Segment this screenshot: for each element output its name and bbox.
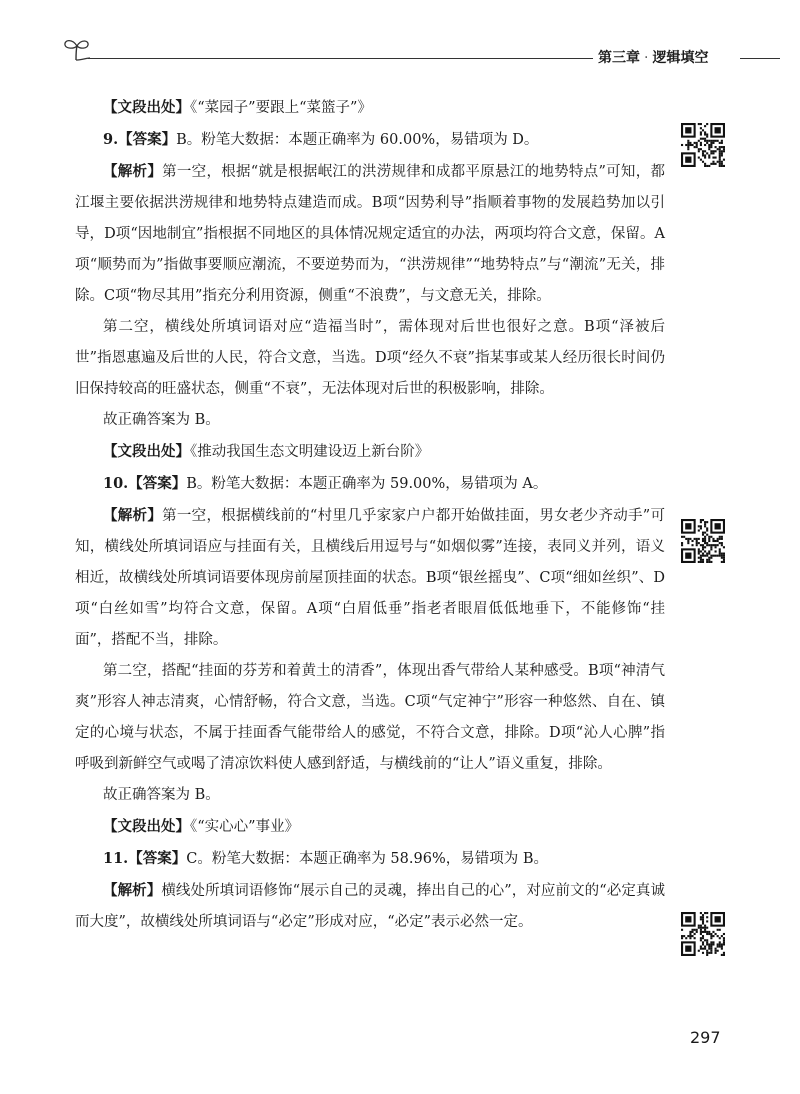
paragraph-text: C。粉笔大数据：本题正确率为 58.96%，易错项为 B。 [186,851,548,867]
paragraph-lead: 【文段出处】 [103,818,190,835]
page-number: 297 [690,1028,721,1047]
paragraph-text: 故正确答案为 B。 [103,787,220,803]
paragraph-text: B。粉笔大数据：本题正确率为 59.00%，易错项为 A。 [186,476,548,492]
paragraph-text: 横线处所填词语修饰“展示自己的灵魂，捧出自己的心”，对应前文的“必定真诚而大度”，故横线处所填词语与“必定”形成对应，“必定”表示必然一定。 [75,883,665,930]
paragraph-lead: 10.【答案】 [103,475,187,492]
paragraph [75,312,665,405]
header-rule [88,58,593,59]
paragraph-text: 第一空，根据横线前的“村里几乎家家户户都开始做挂面，男女老少齐动手”可知，横线处所填词语应与挂面有关，且横线后用逗号与“如烟似雾”连接，表同义并列，语义相近，故横线处所填词语要体现房前屋顶挂面的状态。B项“银丝摇曳”、C项“细如丝织”、D项“白丝如雪”均符合文意，保留。A项“白眉低垂”指老者眼眉低低地垂下，不能修饰“挂面”，搭配不当，排除。 [75,508,665,648]
paragraph [75,780,665,811]
paragraph [75,405,665,436]
paragraph-text: 第一空，根据“就是根据岷江的洪涝规律和成都平原悬江的地势特点”可知，都江堰主要依据洪涝规律和地势特点建造而成。B项“因势利导”指顺着事物的发展趋势加以引导，D项“因地制宜”指根据不同地区的具体情况规定适宜的办法，两项均符合文意，保留。A项“顺势而为”指做事要顺应潮流，不要逆势而为，“洪涝规律”“地势特点”与“潮流”无关，排除。C项“物尽其用”指充分利用资源，侧重“不浪费”，与文意无关，排除。 [75,164,665,304]
qr-code-icon[interactable] [681,912,725,956]
paragraph [75,811,665,843]
paragraph-lead: 【解析】 [103,507,163,524]
paragraph-lead: 11.【答案】 [103,850,187,867]
section-label: 逻辑填空 [652,50,709,66]
paragraph-text: 第二空，横线处所填词语对应“造福当时”，需体现对后世也很好之意。B项“泽被后世”指恩惠遍及后世的人民，符合文意，当选。D项“经久不衰”指某事或某人经历很长时间仍旧保持较高的旺盛状态，侧重“不衰”，无法体现对后世的积极影响，排除。 [75,319,665,397]
paragraph-lead: 【文段出处】 [103,443,190,460]
paragraph-text: 《“菜园子”要跟上“菜篮子”》 [190,100,372,116]
qr-code-icon[interactable] [681,123,725,167]
paragraph-text: 故正确答案为 B。 [103,412,220,428]
paragraph [75,468,665,500]
paragraph [75,124,665,156]
paragraph [75,156,665,312]
page-body [75,92,665,938]
paragraph-lead: 【解析】 [103,163,163,180]
paragraph [75,500,665,656]
header-rule-right [740,58,780,59]
chapter-label: 第三章 [598,50,640,66]
paragraph [75,436,665,468]
chapter-header [598,47,708,67]
header-separator: · [644,50,649,66]
paragraph-lead: 9.【答案】 [103,131,177,148]
paragraph [75,843,665,875]
paragraph [75,875,665,938]
paragraph-text: 第二空，搭配“挂面的芬芳和着黄土的清香”，体现出香气带给人某种感受。B项“神清气爽”形容人神志清爽，心情舒畅，符合文意，当选。C项“气定神宁”形容一种悠然、自在、镇定的心境与状态，不属于挂面香气能带给人的感觉，不符合文意，排除。D项“沁人心脾”指呼吸到新鲜空气或喝了清凉饮料使人感到舒适，与横线前的“让人”语义重复，排除。 [75,663,665,772]
paragraph [75,92,665,124]
paragraph-text: B。粉笔大数据：本题正确率为 60.00%，易错项为 D。 [176,132,539,148]
paragraph-text: 《推动我国生态文明建设迈上新台阶》 [190,444,430,460]
qr-code-icon[interactable] [681,519,725,563]
paragraph-lead: 【解析】 [103,882,162,899]
paragraph-lead: 【文段出处】 [103,99,190,116]
paragraph-text: 《“实心心”事业》 [190,819,300,835]
paragraph [75,656,665,780]
